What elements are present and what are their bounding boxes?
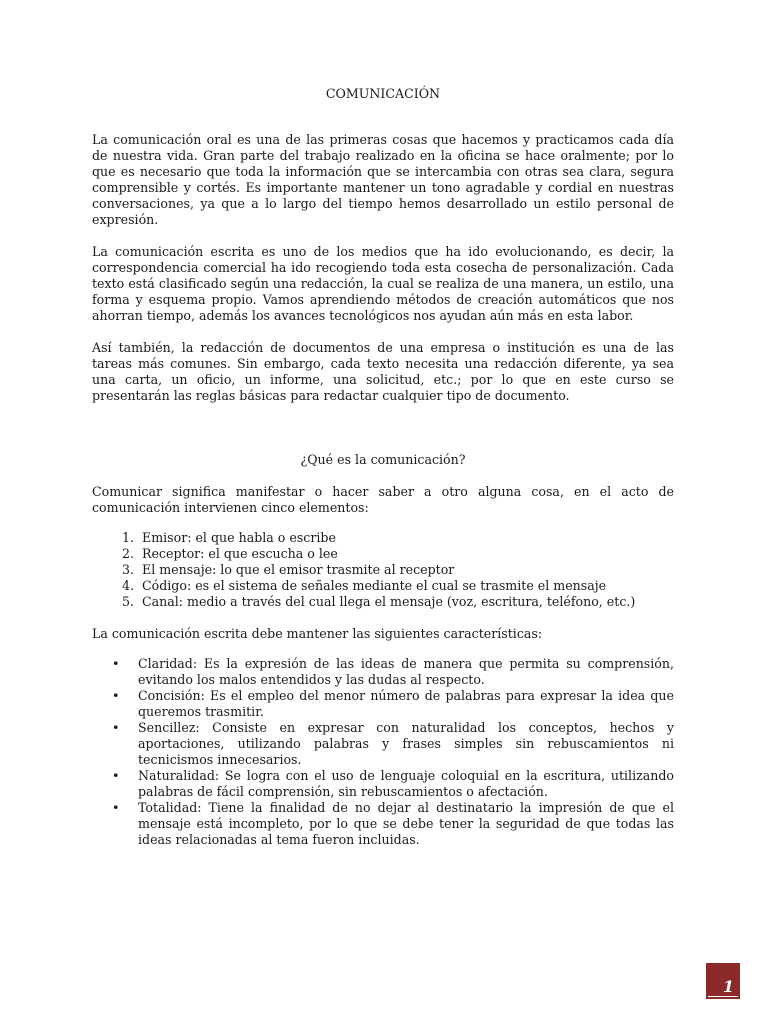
bullet-icon: • (112, 688, 120, 703)
bullet-icon: • (112, 768, 120, 783)
list-item-canal: 5. Canal: medio a través del cual llega el mensaje (voz, escritura, teléfono, etc.) (138, 594, 674, 610)
feature-text: Claridad: Es la expresión de las ideas de manera que permita su comprensión, evitando los malos entendidos y las dudas al respecto. (138, 656, 674, 687)
list-item-sencillez (112, 720, 674, 768)
paragraph-document-writing: Así también, la redacción de documentos de una empresa o institución es una de las tareas más comunes. Sin embargo, cada texto necesita una redacción diferente, ya sea una carta, un oficio, un informe, una solicitud, etc.; por lo que en este curso se presentarán las reglas básicas para redactar cualquier tipo de documento. (92, 340, 674, 403)
section-subtitle: ¿Qué es la comunicación? (300, 452, 466, 467)
page-number: 1 (722, 977, 734, 996)
list-item-concision (112, 688, 674, 720)
communication-elements-list (92, 530, 674, 610)
list-item-mensaje: 3. El mensaje: lo que el emisor trasmite al receptor (138, 562, 674, 578)
list-item-receptor: 2. Receptor: el que escucha o lee (138, 546, 674, 562)
feature-text: Sencillez: Consiste en expresar con naturalidad los conceptos, hechos y aportaciones, utilizando palabras y frases simples sin rebuscamientos ni tecnicismos innecesarios. (138, 720, 674, 767)
features-list (92, 656, 674, 848)
feature-text: Naturalidad: Se logra con el uso de lenguaje coloquial en la escritura, utilizando palabras de fácil comprensión, sin rebuscamientos o afectación. (138, 768, 674, 799)
paragraph-oral-communication: La comunicación oral es una de las primeras cosas que hacemos y practicamos cada día de nuestra vida. Gran parte del trabajo realizado en la oficina se hace oralmente; por lo que es necesario que toda la información que se intercambia con otras sea clara, segura comprensible y cortés. Es importante mantener un tono agradable y cordial en nuestras conversaciones, ya que a lo largo del tiempo hemos desarrollado un estilo personal de expresión. (92, 132, 674, 227)
list-item-totalidad (112, 800, 674, 848)
list-item-naturalidad (112, 768, 674, 800)
list-item-codigo: 4. Código: es el sistema de señales mediante el cual se trasmite el mensaje (138, 578, 674, 594)
paragraph-features-intro: La comunicación escrita debe mantener las siguientes características: (92, 626, 543, 641)
page-number-badge (706, 963, 740, 999)
paragraph-definition: Comunicar significa manifestar o hacer saber a otro alguna cosa, en el acto de comunicación intervienen cinco elementos: (92, 484, 674, 515)
feature-text: Totalidad: Tiene la finalidad de no dejar al destinatario la impresión de que el mensaje está incompleto, por lo que se debe tener la seguridad de que todas las ideas relacionadas al tema fueron incluidas. (138, 800, 674, 847)
paragraph-written-communication: La comunicación escrita es uno de los medios que ha ido evolucionando, es decir, la correspondencia comercial ha ido recogiendo toda esta cosecha de personalización. Cada texto está clasificado según una redacción, la cual se realiza de una manera, un estilo, una forma y esquema propio. Vamos aprendiendo métodos de creación automáticos que nos ahorran tiempo, además los avances tecnológicos nos ayudan aún más en esta labor. (92, 244, 674, 323)
document-page (92, 86, 674, 848)
bullet-icon: • (112, 720, 120, 735)
list-item-emisor: 1. Emisor: el que habla o escribe (138, 530, 674, 546)
page-number-underline (708, 996, 738, 997)
list-item-claridad (112, 656, 674, 688)
feature-text: Concisión: Es el empleo del menor número de palabras para expresar la idea que queremos trasmitir. (138, 688, 674, 719)
document-title: COMUNICACIÓN (325, 86, 441, 101)
bullet-icon: • (112, 656, 120, 671)
bullet-icon: • (112, 800, 120, 815)
